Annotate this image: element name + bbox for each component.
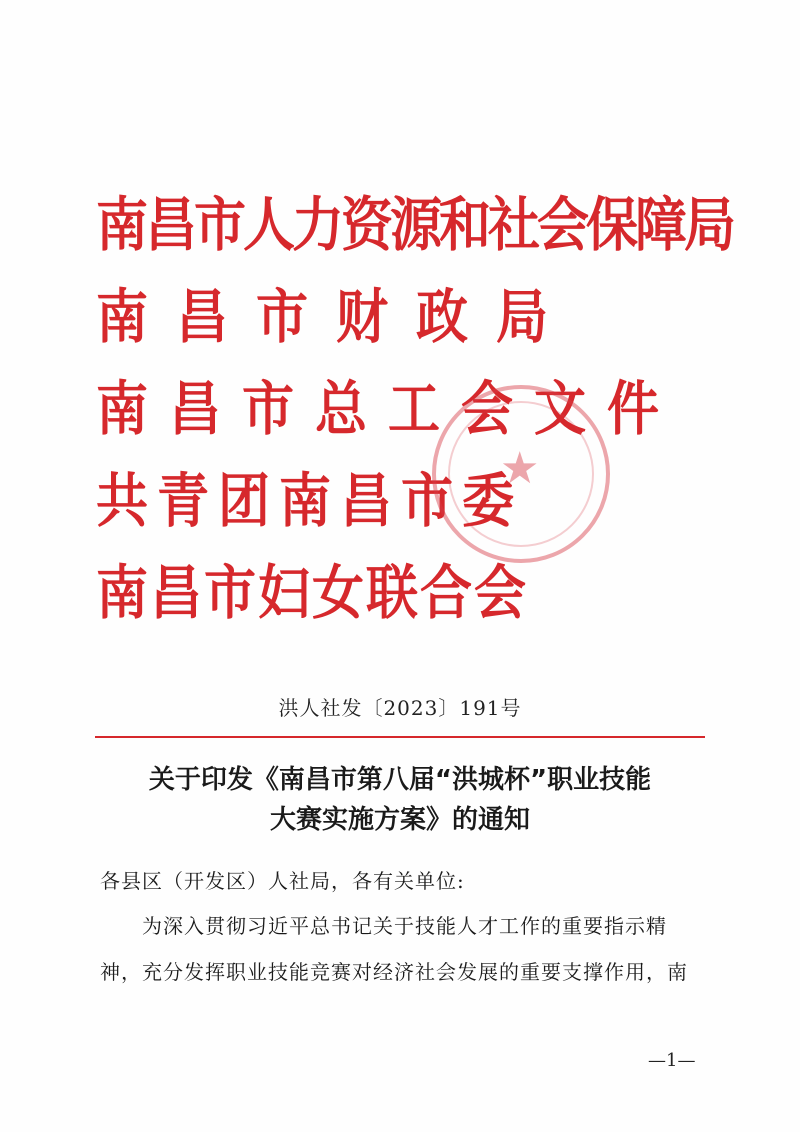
header-line-youth-league: 共青团南昌市委 bbox=[96, 468, 524, 536]
star-seal-icon: ★ bbox=[500, 443, 540, 494]
recipient-line: 各县区（开发区）人社局，各有关单位: bbox=[100, 869, 465, 893]
issuing-authorities-header bbox=[96, 180, 734, 640]
document-title bbox=[0, 760, 800, 840]
body-line-1: 为深入贯彻习近平总书记关于技能人才工作的重要指示精 bbox=[142, 914, 667, 938]
header-line-hrss: 南昌市人力资源和社会保障局 bbox=[96, 192, 734, 260]
header-line-women-federation: 南昌市妇女联合会 bbox=[96, 560, 529, 628]
title-line-2: 大赛实施方案》的通知 bbox=[269, 805, 530, 835]
header-line-finance: 南昌市财政局 bbox=[96, 284, 577, 352]
body-line-2: 神，充分发挥职业技能竞赛对经济社会发展的重要支撑作用，南 bbox=[100, 960, 688, 984]
page-number: —1— bbox=[648, 1050, 696, 1071]
title-line-1: 关于印发《南昌市第八届“洪城杯”职业技能 bbox=[148, 765, 652, 795]
official-seal bbox=[432, 385, 610, 563]
document-number: 洪人社发〔2023〕191号 bbox=[278, 696, 522, 720]
red-divider bbox=[95, 736, 705, 738]
body-paragraph bbox=[100, 903, 710, 995]
header-line-union: 南昌市总工会文件 bbox=[96, 376, 681, 444]
